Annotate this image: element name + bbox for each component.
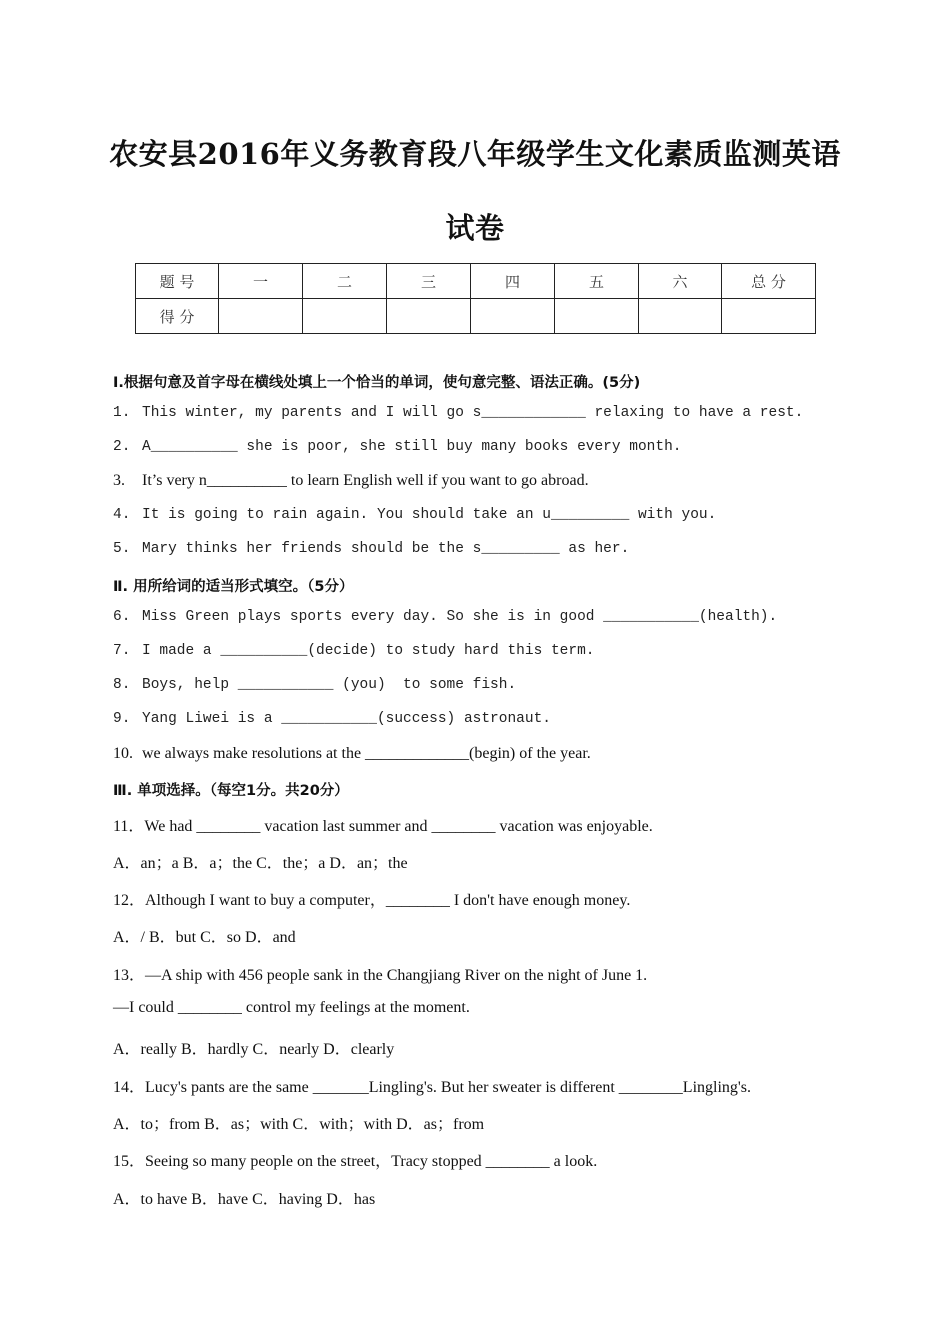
question-text: A__________ she is poor, she still buy many books every month. <box>142 439 682 455</box>
score-table <box>135 263 816 334</box>
question-number: 2. <box>113 439 131 455</box>
question-1 <box>113 405 803 421</box>
question-number: 8. <box>113 677 131 693</box>
question-14: 14．Lucy's pants are the same _______Lingling's. But her sweater is different ________Lingling's. <box>113 1079 752 1096</box>
question-13-reply: —I could ________ control my feelings at the moment. <box>113 999 470 1016</box>
header-cell-6: 六 <box>639 264 722 299</box>
question-number: 1. <box>113 405 131 421</box>
question-4 <box>113 507 716 523</box>
question-6 <box>113 609 777 625</box>
question-15: 15．Seeing so many people on the street，Tracy stopped ________ a look. <box>113 1153 598 1170</box>
score-cell[interactable] <box>722 299 816 334</box>
score-cell[interactable] <box>387 299 471 334</box>
question-13: 13．—A ship with 456 people sank in the Changjiang River on the night of June 1. <box>113 967 648 984</box>
exam-title-line-2: 试卷 <box>445 211 505 245</box>
question-2 <box>113 439 682 455</box>
header-cell-4: 四 <box>471 264 555 299</box>
question-15-options: A．to have B．have C．having D．has <box>113 1191 376 1208</box>
question-text: It is going to rain again. You should take an u_________ with you. <box>142 507 717 523</box>
question-5 <box>113 541 629 557</box>
question-11-options: A．an；a B．a；the C．the；a D．an；the <box>113 855 408 872</box>
score-table-header-row <box>136 264 816 299</box>
score-table-score-row <box>136 299 816 334</box>
question-8 <box>113 677 516 693</box>
score-cell[interactable] <box>219 299 303 334</box>
header-cell-2: 二 <box>303 264 387 299</box>
question-text: This winter, my parents and I will go s____________ relaxing to have a rest. <box>142 405 804 421</box>
header-cell-number: 题 号 <box>136 264 219 299</box>
question-12-options: A．/ B．but C．so D．and <box>113 929 296 946</box>
question-number: 3. <box>113 472 125 489</box>
question-9 <box>113 711 551 727</box>
header-cell-1: 一 <box>219 264 303 299</box>
question-text: Mary thinks her friends should be the s_________ as her. <box>142 541 630 557</box>
question-12: 12．Although I want to buy a computer，________ I don't have enough money. <box>113 892 631 909</box>
question-text: Miss Green plays sports every day. So she is in good ___________(health). <box>142 609 778 625</box>
header-cell-5: 五 <box>555 264 639 299</box>
question-7 <box>113 643 594 659</box>
question-number: 6. <box>113 609 131 625</box>
header-cell-total: 总 分 <box>722 264 816 299</box>
score-cell[interactable] <box>303 299 387 334</box>
question-number: 4. <box>113 507 131 523</box>
question-number: 10. <box>113 745 133 762</box>
question-14-options: A．to；from B．as；with C．with；with D．as；from <box>113 1116 485 1133</box>
score-row-label: 得 分 <box>136 299 219 334</box>
question-number: 9. <box>113 711 131 727</box>
question-text: we always make resolutions at the _____________(begin) of the year. <box>142 745 591 762</box>
section-1-heading: I.根据句意及首字母在横线处填上一个恰当的单词，使句意完整、语法正确。(5分) <box>113 375 641 391</box>
question-10 <box>113 745 591 763</box>
question-11: 11．We had ________ vacation last summer and ________ vacation was enjoyable. <box>113 818 653 835</box>
question-text: Boys, help ___________ (you) to some fish. <box>142 677 517 693</box>
question-number: 5. <box>113 541 131 557</box>
question-13-options: A．really B．hardly C．nearly D．clearly <box>113 1041 395 1058</box>
question-text: It’s very n__________ to learn English well if you want to go abroad. <box>142 472 589 489</box>
section-3-heading: Ⅲ. 单项选择。（每空1分。共20分） <box>113 783 349 799</box>
question-text: Yang Liwei is a ___________(success) astronaut. <box>142 711 551 727</box>
score-cell[interactable] <box>555 299 639 334</box>
question-3 <box>113 472 589 490</box>
header-cell-3: 三 <box>387 264 471 299</box>
score-cell[interactable] <box>471 299 555 334</box>
section-2-heading: Ⅱ. 用所给词的适当形式填空。（5分） <box>113 579 354 595</box>
exam-title-line-1: 农安县2016年义务教育段八年级学生文化素质监测英语 <box>109 137 841 171</box>
question-text: I made a __________(decide) to study hard this term. <box>142 643 595 659</box>
score-cell[interactable] <box>639 299 722 334</box>
question-number: 7. <box>113 643 131 659</box>
